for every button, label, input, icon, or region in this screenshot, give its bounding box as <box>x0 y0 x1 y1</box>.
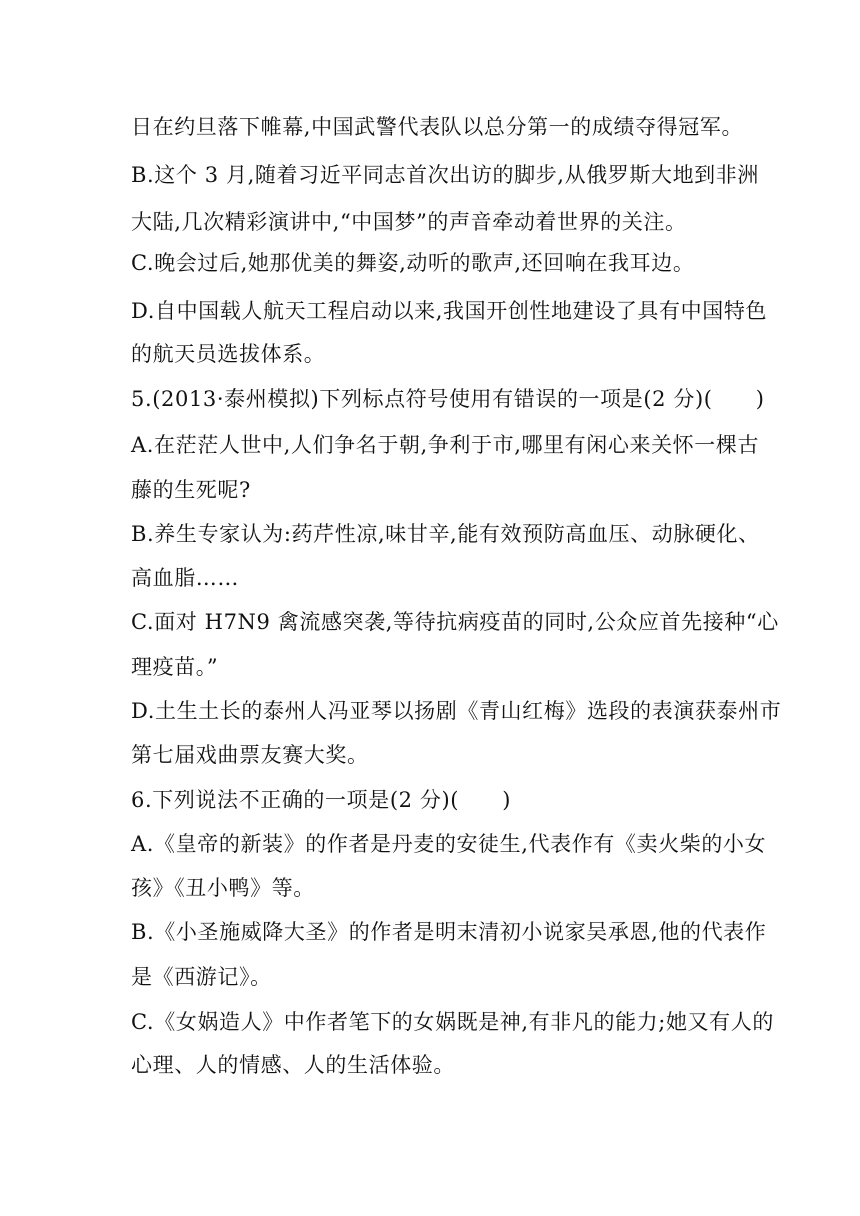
text-line-q6-option-b: B.《小圣施威降大圣》的作者是明末清初小说家吴承恩,他的代表作 <box>131 920 767 944</box>
text-line-q5-option-d-cont: 第七届戏曲票友赛大奖。 <box>131 743 369 767</box>
text-line-q6-option-c-cont: 心理、人的情感、人的生活体验。 <box>131 1053 455 1077</box>
text-line-q6-stem: 6.下列说法不正确的一项是(2 分)( ) <box>131 788 512 812</box>
text-line-q4-option-b: B.这个 3 月,随着习近平同志首次出访的脚步,从俄罗斯大地到非洲 <box>131 163 759 187</box>
text-line-q5-option-b: B.养生专家认为:药芹性凉,味甘辛,能有效预防高血压、动脉硬化、 <box>131 522 760 546</box>
text-line-q5-option-c: C.面对 H7N9 禽流感突袭,等待抗病疫苗的同时,公众应首先接种“心 <box>131 610 779 634</box>
text-line-q5-stem: 5.(2013·泰州模拟)下列标点符号使用有错误的一项是(2 分)( ) <box>131 387 765 411</box>
text-line-q6-option-a: A.《皇帝的新装》的作者是丹麦的安徒生,代表作有《卖火柴的小女 <box>131 832 767 856</box>
text-line-q4-continuation: 日在约旦落下帷幕,中国武警代表队以总分第一的成绩夺得冠军。 <box>131 115 744 139</box>
text-line-q6-option-a-cont: 孩》《丑小鸭》等。 <box>131 876 315 900</box>
text-line-q6-option-b-cont: 是《西游记》。 <box>131 965 272 989</box>
text-line-q4-option-d: D.自中国载人航天工程启动以来,我国开创性地建设了具有中国特色 <box>131 299 768 323</box>
text-line-q4-option-c: C.晚会过后,她那优美的舞姿,动听的歌声,还回响在我耳边。 <box>131 251 695 275</box>
text-line-q5-option-b-cont: 高血脂…… <box>131 566 239 590</box>
text-line-q6-option-c: C.《女娲造人》中作者笔下的女娲既是神,有非凡的能力;她又有人的 <box>131 1010 774 1034</box>
text-line-q4-option-b-cont: 大陆,几次精彩演讲中,“中国梦”的声音牵动着世界的关注。 <box>131 210 687 234</box>
text-line-q5-option-a: A.在茫茫人世中,人们争名于朝,争利于市,哪里有闲心来关怀一棵古 <box>131 433 760 457</box>
text-line-q4-option-d-cont: 的航天员选拔体系。 <box>131 342 326 366</box>
text-line-q5-option-d: D.土生土长的泰州人冯亚琴以扬剧《青山红梅》选段的表演获泰州市 <box>131 699 782 723</box>
text-line-q5-option-a-cont: 藤的生死呢? <box>131 478 251 502</box>
text-line-q5-option-c-cont: 理疫苗。” <box>131 655 219 679</box>
